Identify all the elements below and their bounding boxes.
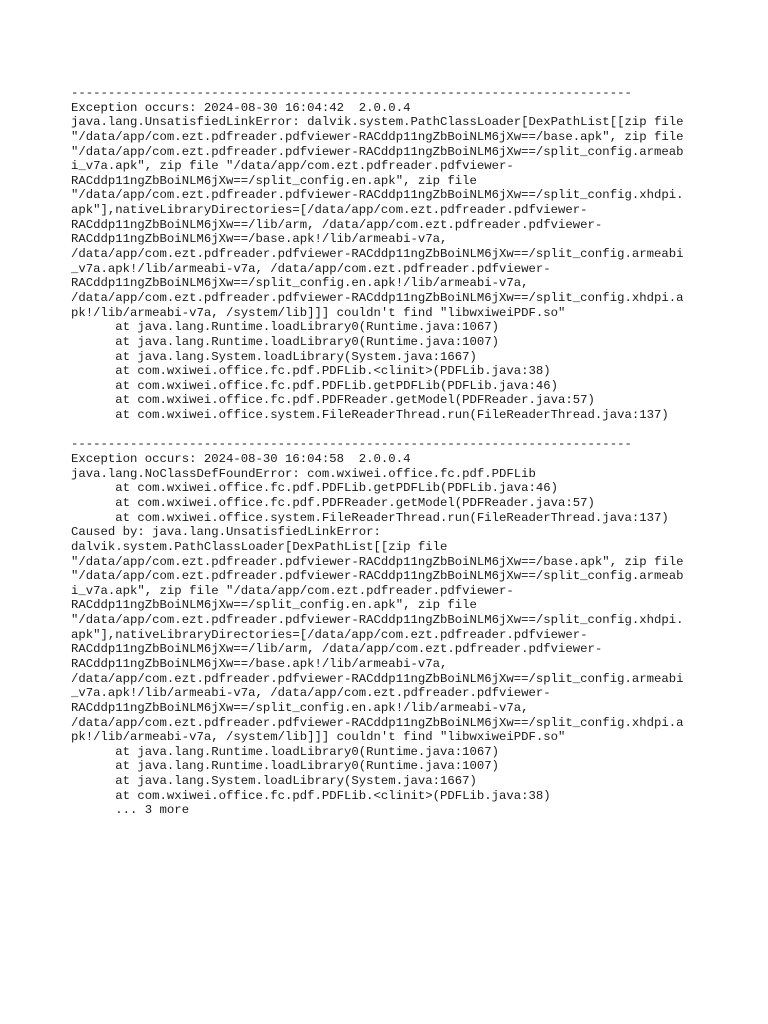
log-document [71, 86, 711, 818]
log-line: "/data/app/com.ezt.pdfreader.pdfviewer-RACddp11ngZbBoiNLM6jXw==/split_config.xhdpi. [71, 188, 684, 203]
log-line: "/data/app/com.ezt.pdfreader.pdfviewer-RACddp11ngZbBoiNLM6jXw==/base.apk", zip file [71, 554, 684, 569]
separator-line: ---------------------------------------------------------------------------- [71, 86, 632, 100]
log-line: at java.lang.Runtime.loadLibrary0(Runtime.java:1007) [71, 334, 500, 349]
log-line: "/data/app/com.ezt.pdfreader.pdfviewer-RACddp11ngZbBoiNLM6jXw==/base.apk", zip file [71, 129, 684, 144]
log-line: pk!/lib/armeabi-v7a, /system/lib]]] couldn't find "libwxiweiPDF.so" [71, 305, 566, 320]
log-line: Exception occurs: 2024-08-30 16:04:58 2.0.0.4 [71, 452, 411, 467]
log-line: /data/app/com.ezt.pdfreader.pdfviewer-RACddp11ngZbBoiNLM6jXw==/split_config.armeabi [71, 671, 684, 686]
log-line: /data/app/com.ezt.pdfreader.pdfviewer-RACddp11ngZbBoiNLM6jXw==/split_config.xhdpi.a [71, 290, 684, 305]
log-line: at java.lang.System.loadLibrary(System.java:1667) [71, 774, 477, 789]
log-line: at com.wxiwei.office.fc.pdf.PDFLib.<clinit>(PDFLib.java:38) [71, 788, 551, 803]
log-line: i_v7a.apk", zip file "/data/app/com.ezt.pdfreader.pdfviewer- [71, 583, 514, 598]
block-spacer [71, 423, 711, 438]
log-line: _v7a.apk!/lib/armeabi-v7a, /data/app/com.ezt.pdfreader.pdfviewer- [71, 686, 551, 701]
log-line: RACddp11ngZbBoiNLM6jXw==/lib/arm, /data/app/com.ezt.pdfreader.pdfviewer- [71, 217, 603, 232]
log-line: RACddp11ngZbBoiNLM6jXw==/base.apk!/lib/armeabi-v7a, [71, 232, 448, 247]
log-line: apk"],nativeLibraryDirectories=[/data/app/com.ezt.pdfreader.pdfviewer- [71, 203, 588, 218]
log-line: java.lang.NoClassDefFoundError: com.wxiwei.office.fc.pdf.PDFLib [71, 466, 536, 481]
log-line: RACddp11ngZbBoiNLM6jXw==/split_config.en.apk!/lib/armeabi-v7a, [71, 276, 529, 291]
log-line: at java.lang.Runtime.loadLibrary0(Runtime.java:1067) [71, 744, 500, 759]
log-line: /data/app/com.ezt.pdfreader.pdfviewer-RACddp11ngZbBoiNLM6jXw==/split_config.armeabi [71, 247, 684, 262]
log-line: at com.wxiwei.office.system.FileReaderThread.run(FileReaderThread.java:137) [71, 510, 669, 525]
log-line: at com.wxiwei.office.system.FileReaderThread.run(FileReaderThread.java:137) [71, 408, 669, 423]
log-line: dalvik.system.PathClassLoader[DexPathList[[zip file [71, 539, 448, 554]
log-line: at java.lang.System.loadLibrary(System.java:1667) [71, 349, 477, 364]
log-line: RACddp11ngZbBoiNLM6jXw==/base.apk!/lib/armeabi-v7a, [71, 656, 448, 671]
log-line: apk"],nativeLibraryDirectories=[/data/app/com.ezt.pdfreader.pdfviewer- [71, 627, 588, 642]
log-line: ... 3 more [71, 803, 190, 818]
log-line: at com.wxiwei.office.fc.pdf.PDFLib.getPDFLib(PDFLib.java:46) [71, 378, 559, 393]
log-line: at com.wxiwei.office.fc.pdf.PDFLib.<clinit>(PDFLib.java:38) [71, 364, 551, 379]
log-line: RACddp11ngZbBoiNLM6jXw==/split_config.en.apk", zip file [71, 598, 477, 613]
log-line: Exception occurs: 2024-08-30 16:04:42 2.0.0.4 [71, 100, 411, 115]
log-line: at com.wxiwei.office.fc.pdf.PDFReader.getModel(PDFReader.java:57) [71, 393, 595, 408]
log-line: at com.wxiwei.office.fc.pdf.PDFLib.getPDFLib(PDFLib.java:46) [71, 481, 559, 496]
exception-log [71, 86, 711, 818]
log-line: at java.lang.Runtime.loadLibrary0(Runtime.java:1007) [71, 759, 500, 774]
exception-block [71, 86, 711, 423]
log-line: RACddp11ngZbBoiNLM6jXw==/lib/arm, /data/app/com.ezt.pdfreader.pdfviewer- [71, 642, 603, 657]
log-line: java.lang.UnsatisfiedLinkError: dalvik.system.PathClassLoader[DexPathList[[zip file [71, 115, 684, 130]
log-line: _v7a.apk!/lib/armeabi-v7a, /data/app/com.ezt.pdfreader.pdfviewer- [71, 261, 551, 276]
log-line: at com.wxiwei.office.fc.pdf.PDFReader.getModel(PDFReader.java:57) [71, 495, 595, 510]
log-line: RACddp11ngZbBoiNLM6jXw==/split_config.en.apk", zip file [71, 173, 477, 188]
log-line: at java.lang.Runtime.loadLibrary0(Runtime.java:1067) [71, 320, 500, 335]
log-line: Caused by: java.lang.UnsatisfiedLinkError: [71, 525, 381, 540]
log-line: RACddp11ngZbBoiNLM6jXw==/split_config.en.apk!/lib/armeabi-v7a, [71, 700, 529, 715]
log-line: "/data/app/com.ezt.pdfreader.pdfviewer-RACddp11ngZbBoiNLM6jXw==/split_config.xhdpi. [71, 613, 684, 628]
log-line: "/data/app/com.ezt.pdfreader.pdfviewer-RACddp11ngZbBoiNLM6jXw==/split_config.armeab [71, 144, 684, 159]
log-line: i_v7a.apk", zip file "/data/app/com.ezt.pdfreader.pdfviewer- [71, 159, 514, 174]
log-line: /data/app/com.ezt.pdfreader.pdfviewer-RACddp11ngZbBoiNLM6jXw==/split_config.xhdpi.a [71, 715, 684, 730]
exception-block [71, 423, 711, 818]
separator-line: ---------------------------------------------------------------------------- [71, 437, 632, 452]
log-line: pk!/lib/armeabi-v7a, /system/lib]]] couldn't find "libwxiweiPDF.so" [71, 730, 566, 745]
log-line: "/data/app/com.ezt.pdfreader.pdfviewer-RACddp11ngZbBoiNLM6jXw==/split_config.armeab [71, 569, 684, 584]
